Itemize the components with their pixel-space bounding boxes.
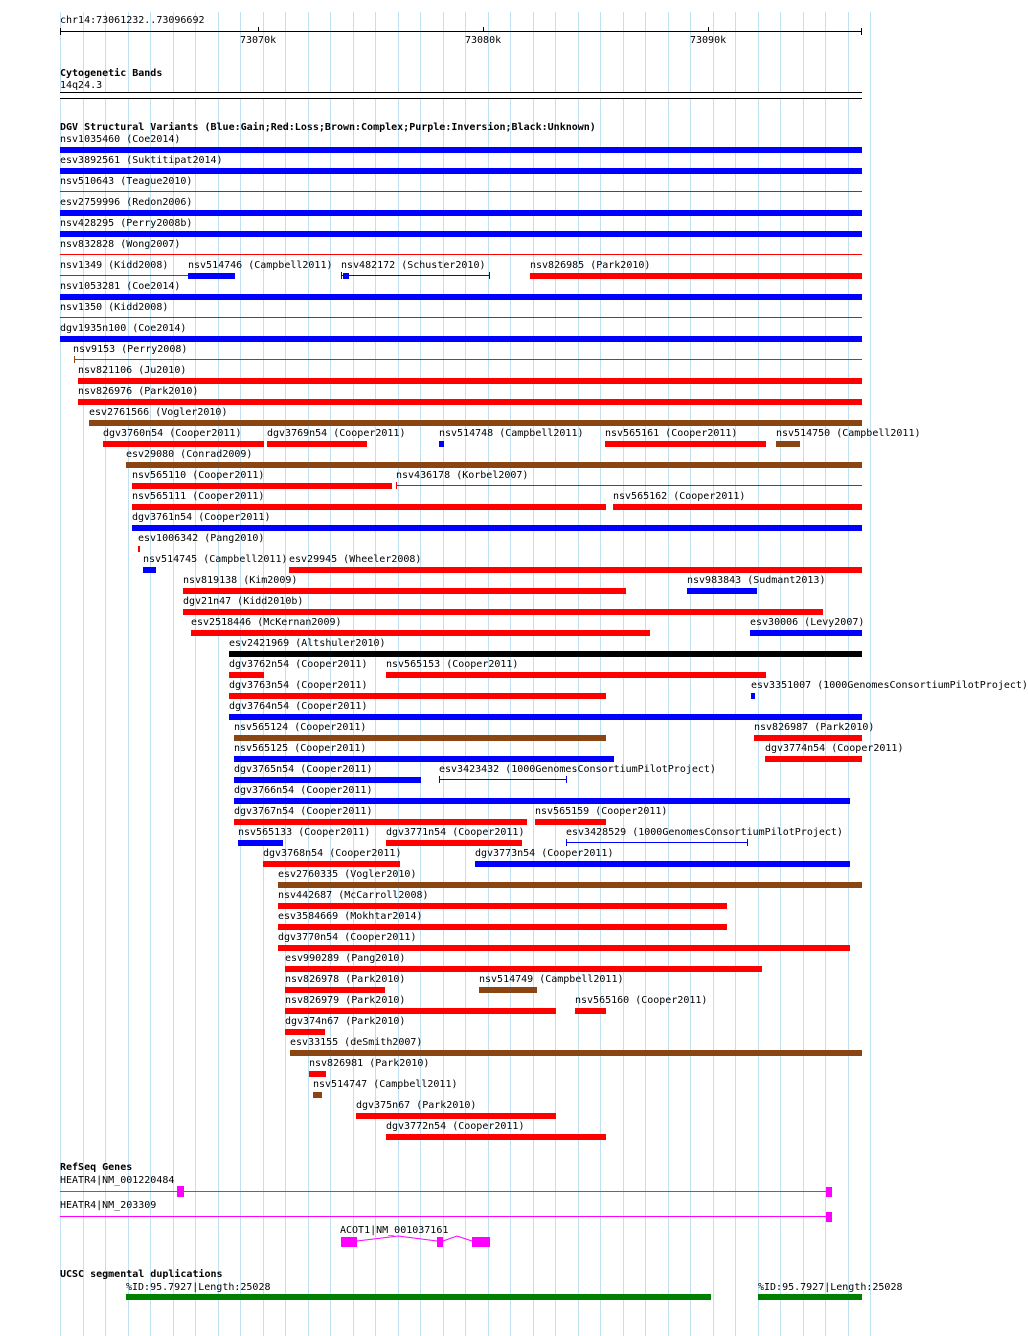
variant-bar[interactable] [289, 567, 862, 573]
variant-label[interactable]: dgv3765n54 (Cooper2011) [234, 764, 373, 775]
variant-label[interactable]: nsv565162 (Cooper2011) [613, 491, 746, 502]
variant-bar[interactable] [89, 420, 862, 426]
variant-label[interactable]: nsv565110 (Cooper2011) [132, 470, 265, 481]
variant-label[interactable]: dgv3772n54 (Cooper2011) [386, 1121, 525, 1132]
variant-bar[interactable] [126, 462, 862, 468]
variant-bar[interactable] [278, 924, 727, 930]
variant-bar[interactable] [285, 1029, 325, 1035]
variant-label[interactable]: dgv3760n54 (Cooper2011) [103, 428, 242, 439]
variant-label[interactable]: nsv821106 (Ju2010) [78, 365, 187, 376]
variant-label[interactable]: esv3584669 (Mokhtar2014) [278, 911, 423, 922]
variant-label[interactable]: esv2761566 (Vogler2010) [89, 407, 228, 418]
variant-bar[interactable] [60, 210, 862, 216]
variant-label[interactable]: esv2759996 (Redon2006) [60, 197, 193, 208]
variant-label[interactable]: esv1006342 (Pang2010) [138, 533, 265, 544]
segdup-bar[interactable] [758, 1294, 862, 1300]
cytoband-track-title[interactable]: Cytogenetic Bands [60, 68, 163, 79]
variant-bar[interactable] [776, 441, 800, 447]
variant-label[interactable]: nsv514745 (Campbell2011) [143, 554, 288, 565]
variant-label[interactable]: dgv3770n54 (Cooper2011) [278, 932, 417, 943]
variant-label[interactable]: nsv442687 (McCarroll2008) [278, 890, 429, 901]
variant-bar[interactable] [238, 840, 283, 846]
variant-bar[interactable] [386, 672, 766, 678]
variant-label[interactable]: dgv3762n54 (Cooper2011) [229, 659, 368, 670]
variant-bar[interactable] [309, 1071, 326, 1077]
variant-bar[interactable] [475, 861, 850, 867]
variant-label[interactable]: nsv482172 (Schuster2010) [341, 260, 486, 271]
variant-label[interactable]: nsv565161 (Cooper2011) [605, 428, 738, 439]
variant-bar[interactable] [386, 1134, 606, 1140]
variant-bar[interactable] [765, 756, 862, 762]
variant-label[interactable]: dgv3771n54 (Cooper2011) [386, 827, 525, 838]
variant-label[interactable]: nsv514749 (Campbell2011) [479, 974, 624, 985]
variant-label[interactable]: nsv983843 (Sudmant2013) [687, 575, 826, 586]
variant-label[interactable]: dgv3761n54 (Cooper2011) [132, 512, 271, 523]
variant-label[interactable]: dgv21n47 (Kidd2010b) [183, 596, 304, 607]
variant-bar[interactable] [687, 588, 757, 594]
variant-label[interactable]: esv2421969 (Altshuler2010) [229, 638, 386, 649]
variant-label[interactable]: esv2518446 (McKernan2009) [191, 617, 342, 628]
variant-label[interactable]: nsv1349 (Kidd2008) [60, 260, 169, 271]
variant-bar[interactable] [285, 966, 762, 972]
variant-bar[interactable] [60, 336, 862, 342]
variant-label[interactable]: nsv1035460 (Coe2014) [60, 134, 181, 145]
variant-label[interactable]: dgv3767n54 (Cooper2011) [234, 806, 373, 817]
cytoband-label: 14q24.3 [60, 80, 103, 91]
variant-bar[interactable] [183, 588, 626, 594]
variant-bar[interactable] [143, 567, 156, 573]
gene-label[interactable]: ACOT1|NM_001037161 [340, 1225, 449, 1236]
variant-bar[interactable] [313, 1092, 322, 1098]
gene-label[interactable]: HEATR4|NM_203309 [60, 1200, 157, 1211]
variant-bar[interactable] [60, 294, 862, 300]
gene-label[interactable]: HEATR4|NM_001220484 [60, 1175, 175, 1186]
variant-label[interactable]: nsv565160 (Cooper2011) [575, 995, 708, 1006]
variant-label[interactable]: nsv826979 (Park2010) [285, 995, 406, 1006]
variant-bar[interactable] [439, 441, 444, 447]
variant-bar[interactable] [183, 609, 823, 615]
variant-bar[interactable] [191, 630, 650, 636]
variant-bar[interactable] [575, 1008, 606, 1014]
variant-bar[interactable] [60, 231, 862, 237]
variant-label[interactable]: esv3351007 (1000GenomesConsortiumPilotProject) [751, 680, 1028, 691]
variant-bar[interactable] [78, 378, 862, 384]
variant-bar[interactable] [613, 504, 862, 510]
variant-label[interactable]: dgv3768n54 (Cooper2011) [263, 848, 402, 859]
variant-label[interactable]: esv3428529 (1000GenomesConsortiumPilotProject) [566, 827, 843, 838]
variant-bar[interactable] [479, 987, 537, 993]
position-label: chr14:73061232..73096692 [60, 15, 205, 26]
variant-label[interactable]: dgv3763n54 (Cooper2011) [229, 680, 368, 691]
variant-label[interactable]: dgv3766n54 (Cooper2011) [234, 785, 373, 796]
dgv-track-title[interactable]: DGV Structural Variants (Blue:Gain;Red:Loss;Brown:Complex;Purple:Inversion;Black:Unknown) [60, 122, 596, 133]
variant-label[interactable]: nsv1053281 (Coe2014) [60, 281, 181, 292]
variant-bar[interactable] [605, 441, 766, 447]
segdup-label[interactable]: %ID:95.7927|Length:25028 [758, 1282, 903, 1293]
variant-bar[interactable] [278, 882, 862, 888]
refseq-track-title[interactable]: RefSeq Genes [60, 1162, 133, 1173]
variant-bar[interactable] [103, 441, 264, 447]
variant-label[interactable]: nsv826981 (Park2010) [309, 1058, 430, 1069]
variant-label[interactable]: nsv9153 (Perry2008) [73, 344, 188, 355]
variant-label[interactable]: nsv826978 (Park2010) [285, 974, 406, 985]
variant-label[interactable]: dgv1935n100 (Coe2014) [60, 323, 187, 334]
variant-bar[interactable] [285, 1008, 556, 1014]
variant-bar[interactable] [132, 483, 392, 489]
variant-label[interactable]: esv3892561 (Suktitipat2014) [60, 155, 223, 166]
variant-bar[interactable] [754, 735, 862, 741]
variant-bar[interactable] [229, 672, 264, 678]
variant-label[interactable]: esv33155 (deSmith2007) [290, 1037, 423, 1048]
variant-label[interactable]: dgv3769n54 (Cooper2011) [267, 428, 406, 439]
variant-label[interactable]: nsv1350 (Kidd2008) [60, 302, 169, 313]
variant-bar[interactable] [290, 1050, 862, 1056]
variant-label[interactable]: dgv3774n54 (Cooper2011) [765, 743, 904, 754]
variant-bar[interactable] [132, 504, 606, 510]
variant-bar[interactable] [234, 735, 606, 741]
variant-label[interactable]: esv2760335 (Vogler2010) [278, 869, 417, 880]
segdup-track-title[interactable]: UCSC segmental duplications [60, 1269, 223, 1280]
variant-label[interactable]: nsv819138 (Kim2009) [183, 575, 298, 586]
variant-bar[interactable] [229, 651, 862, 657]
variant-bar[interactable] [263, 861, 400, 867]
variant-bar[interactable] [356, 1113, 556, 1119]
variant-label[interactable]: nsv514750 (Campbell2011) [776, 428, 921, 439]
variant-bar[interactable] [229, 693, 606, 699]
variant-bar[interactable] [138, 546, 140, 552]
variant-label[interactable]: nsv428295 (Perry2008b) [60, 218, 193, 229]
variant-label[interactable]: nsv565153 (Cooper2011) [386, 659, 519, 670]
ruler-tick-label: 73070k [240, 35, 277, 46]
variant-bar[interactable] [267, 441, 367, 447]
variant-bar[interactable] [234, 798, 850, 804]
variant-label[interactable]: esv30006 (Levy2007) [750, 617, 865, 628]
variant-bar[interactable] [229, 714, 862, 720]
variant-label[interactable]: dgv3773n54 (Cooper2011) [475, 848, 614, 859]
variant-label[interactable]: nsv514746 (Campbell2011) [188, 260, 333, 271]
variant-bar[interactable] [386, 840, 522, 846]
variant-label[interactable]: nsv514748 (Campbell2011) [439, 428, 584, 439]
variant-label[interactable]: nsv565111 (Cooper2011) [132, 491, 265, 502]
variant-label[interactable]: nsv826976 (Park2010) [78, 386, 199, 397]
variant-bar[interactable] [278, 903, 727, 909]
variant-bar[interactable] [234, 819, 527, 825]
variant-label[interactable]: nsv510643 (Teague2010) [60, 176, 193, 187]
variant-label[interactable]: esv29080 (Conrad2009) [126, 449, 253, 460]
variant-bar[interactable] [530, 273, 862, 279]
variant-label[interactable]: nsv436178 (Korbel2007) [396, 470, 529, 481]
variant-label[interactable]: nsv565125 (Cooper2011) [234, 743, 367, 754]
variant-label[interactable]: esv3423432 (1000GenomesConsortiumPilotProject) [439, 764, 716, 775]
segdup-bar[interactable] [126, 1294, 711, 1300]
variant-bar[interactable] [285, 987, 385, 993]
variant-bar[interactable] [188, 273, 235, 279]
variant-bar[interactable] [78, 399, 862, 405]
variant-label[interactable]: nsv826987 (Park2010) [754, 722, 875, 733]
variant-bar[interactable] [750, 630, 862, 636]
segdup-label[interactable]: %ID:95.7927|Length:25028 [126, 1282, 271, 1293]
ruler-tick-label: 73080k [465, 35, 502, 46]
variant-label[interactable]: esv990289 (Pang2010) [285, 953, 406, 964]
variant-bar[interactable] [278, 945, 850, 951]
variant-bar[interactable] [535, 819, 606, 825]
variant-label[interactable]: nsv565133 (Cooper2011) [238, 827, 371, 838]
variant-bar[interactable] [234, 777, 421, 783]
variant-label[interactable]: nsv826985 (Park2010) [530, 260, 651, 271]
variant-bar[interactable] [132, 525, 862, 531]
ruler-tick-label: 73090k [690, 35, 727, 46]
variant-bar[interactable] [751, 693, 755, 699]
variant-label[interactable]: nsv514747 (Campbell2011) [313, 1079, 458, 1090]
variant-label[interactable]: dgv375n67 (Park2010) [356, 1100, 477, 1111]
variant-label[interactable]: nsv832828 (Wong2007) [60, 239, 181, 250]
variant-bar[interactable] [60, 168, 862, 174]
variant-label[interactable]: esv29945 (Wheeler2008) [289, 554, 422, 565]
variant-label[interactable]: dgv374n67 (Park2010) [285, 1016, 406, 1027]
variant-label[interactable]: nsv565124 (Cooper2011) [234, 722, 367, 733]
variant-label[interactable]: dgv3764n54 (Cooper2011) [229, 701, 368, 712]
variant-bar[interactable] [60, 147, 862, 153]
variant-label[interactable]: nsv565159 (Cooper2011) [535, 806, 668, 817]
cytoband-bar[interactable] [60, 92, 862, 99]
variant-bar[interactable] [234, 756, 614, 762]
